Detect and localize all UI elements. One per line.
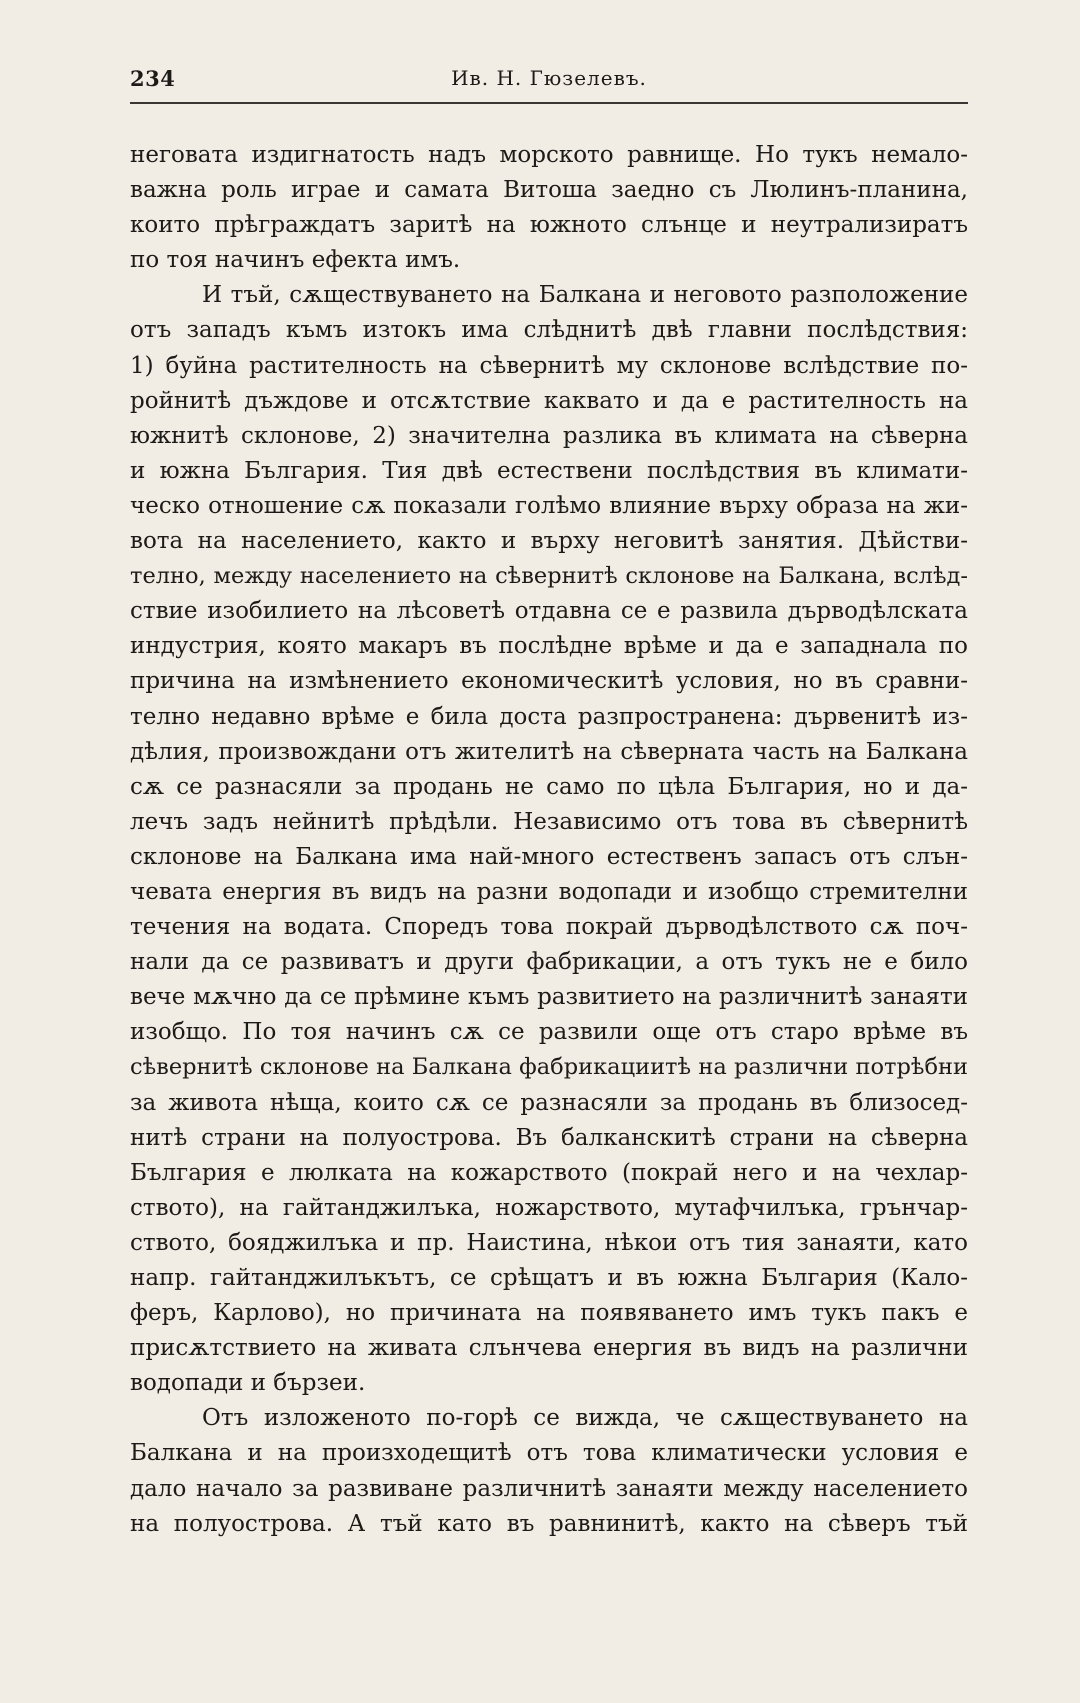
- text-line: 1) буйна растителность на сѣвернитѣ му склонове вслѣдствие по-: [130, 352, 968, 379]
- text-line: отъ западъ къмъ изтокъ има слѣднитѣ двѣ главни послѣдствия:: [130, 317, 968, 344]
- page-header: [130, 66, 968, 104]
- text-line: нали да се развиватъ и други фабрикации, а отъ тукъ не е било: [130, 949, 968, 976]
- text-line: важна роль играе и самата Витоша заедно съ Люлинъ-планина,: [130, 177, 968, 204]
- text-line: на полуострова. А тъй като въ равнинитѣ, както на сѣверъ тъй: [130, 1510, 968, 1537]
- text-line: Отъ изложеното по-горѣ се вижда, че сѫществуването на: [202, 1405, 968, 1432]
- text-line: изобщо. По тоя начинъ сѫ се развили още отъ старо врѣме въ: [130, 1019, 968, 1046]
- text-line: дѣлия, произвождани отъ жителитѣ на сѣверната часть на Балкана: [130, 738, 968, 765]
- text-line: водопади и бързеи.: [130, 1370, 366, 1397]
- text-line: Балкана и на произходещитѣ отъ това климатически условия е: [130, 1440, 968, 1467]
- text-line: телно недавно врѣме е била доста разпространена: дървенитѣ из-: [130, 703, 968, 730]
- text-line: феръ, Карлово), но причината на появяването имъ тукъ пакъ е: [130, 1300, 968, 1327]
- text-line: И тъй, сѫществуването на Балкана и неговото разположение: [202, 282, 968, 309]
- text-line: сѣвернитѣ склонове на Балкана фабрикациитѣ на различни потрѣбни: [130, 1054, 968, 1081]
- text-line: телно, между населението на сѣвернитѣ склонове на Балкана, вслѣд-: [130, 563, 968, 590]
- paragraph-3: [130, 1401, 968, 1541]
- text-line: присѫтствието на живата слънчева енергия въ видъ на различни: [130, 1335, 968, 1362]
- paragraph-2: [130, 278, 968, 1401]
- text-line: причина на измѣнението економическитѣ условия, но въ сравни-: [130, 668, 968, 695]
- text-line: напр. гайтанджилъкътъ, се срѣщатъ и въ южна България (Кало-: [130, 1265, 968, 1291]
- text-line: ството), на гайтанджилъка, ножарството, мутафчилъка, грънчар-: [130, 1194, 968, 1221]
- text-line: течения на водата. Споредъ това покрай дърводѣлството сѫ поч-: [130, 914, 968, 941]
- text-line: и южна България. Тия двѣ естествени послѣдствия въ климати-: [130, 457, 968, 484]
- paragraph-1: [130, 138, 968, 278]
- text-line: ройнитѣ дъждове и отсѫтствие каквато и да е растителность на: [130, 387, 968, 414]
- text-line: които прѣграждатъ заритѣ на южното слънце и неутрализиратъ: [130, 212, 968, 239]
- text-line: нитѣ страни на полуострова. Въ балканскитѣ страни на сѣверна: [130, 1124, 968, 1151]
- text-line: ческо отношение сѫ показали голѣмо влияние върху образа на жи-: [130, 492, 968, 519]
- body-text: [130, 138, 968, 1542]
- page-number: 234: [130, 66, 176, 91]
- text-line: дало начало за развиване различнитѣ занаяти между населението: [130, 1475, 968, 1502]
- text-line: южнитѣ склонове, 2) значителна разлика въ климата на сѣверна: [130, 422, 968, 449]
- text-line: ството, бояджилъка и пр. Наистина, нѣкои отъ тия занаяти, като: [130, 1229, 968, 1256]
- text-line: България е люлката на кожарството (покрай него и на чехлар-: [130, 1159, 968, 1186]
- text-line: неговата издигнатость надъ морското равнище. Но тукъ немало-: [130, 142, 968, 168]
- text-line: по тоя начинъ ефекта имъ.: [130, 247, 461, 274]
- text-line: ствие изобилието на лѣсоветѣ отдавна се е развила дърводѣлската: [130, 598, 968, 625]
- running-head: Ив. Н. Гюзелевъ.: [451, 66, 647, 90]
- text-line: вече мѫчно да се прѣмине къмъ развитието на различнитѣ занаяти: [130, 984, 968, 1011]
- text-line: вота на населението, както и върху неговитѣ занятия. Дѣйстви-: [130, 528, 968, 555]
- text-line: лечъ задъ нейнитѣ прѣдѣли. Независимо отъ това въ сѣвернитѣ: [130, 808, 968, 835]
- text-line: индустрия, която макаръ въ послѣдне врѣме и да е западнала по: [130, 633, 968, 660]
- text-line: чевата енергия въ видъ на разни водопади и изобщо стремителни: [130, 878, 968, 905]
- text-line: склонове на Балкана има най-много естественъ запасъ отъ слън-: [130, 843, 968, 870]
- text-line: за живота нѣща, които сѫ се разнасяли за продань въ близосед-: [130, 1089, 968, 1116]
- text-line: сѫ се разнасяли за продань не само по цѣла България, но и да-: [130, 773, 968, 800]
